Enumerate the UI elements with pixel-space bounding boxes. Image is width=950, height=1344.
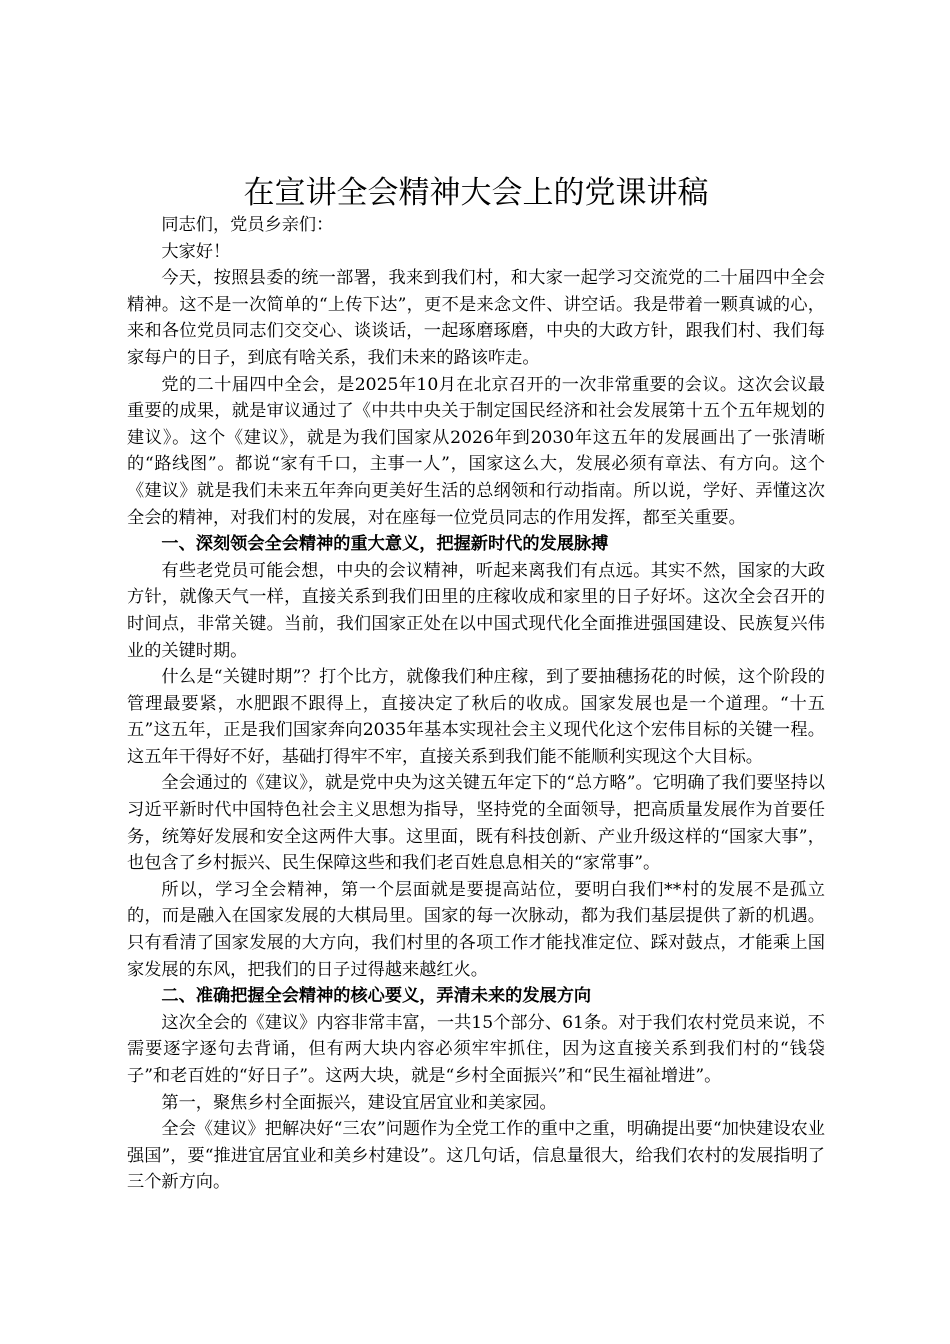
- section-2-heading: 二、准确把握全会精神的核心要义，弄清未来的发展方向: [161, 986, 592, 1007]
- section-1-paragraph-3: 全会通过的《建议》，就是党中央为这关键五年定下的“总方略”。它明确了我们要坚持以习近平新时代中国特色社会主义思想为指导，坚持党的全面领导，把高质量发展作为首要任务，统筹好发展和安全这两件大事。这里面，既有科技创新、产业升级这样的“国家大事”，也包含了乡村振兴、民生保障这些和我们老百姓息息相关的“家常事”。: [127, 773, 825, 874]
- intro-paragraph-1: 今天，按照县委的统一部署，我来到我们村，和大家一起学习交流党的二十届四中全会精神。这不是一次简单的“上传下达”，更不是来念文件、讲空话。我是带着一颗真诚的心，来和各位党员同志们交交心、谈谈话，一起琢磨琢磨，中央的大政方针，跟我们村、我们每家每户的日子，到底有啥关系，我们未来的路该咋走。: [127, 268, 825, 368]
- section-1-paragraph-1: 有些老党员可能会想，中央的会议精神，听起来离我们有点远。其实不然，国家的大政方针，就像天气一样，直接关系到我们田里的庄稼收成和家里的日子好坏。这次全会召开的时间点，非常关键。当前，我们国家正处在以中国式现代化全面推进强国建设、民族复兴伟业的关键时期。: [127, 560, 825, 661]
- section-2-paragraph-3: 全会《建议》把解决好“三农”问题作为全党工作的重中之重，明确提出要“加快建设农业强国”，要“推进宜居宜业和美乡村建设”。这几句话，信息量很大，给我们农村的发展指明了三个新方向。: [127, 1119, 825, 1193]
- salutation: 同志们，党员乡亲们：: [161, 215, 334, 235]
- section-2-paragraph-1: 这次全会的《建议》内容非常丰富，一共15个部分、61条。对于我们农村党员来说，不需要逐字逐句去背诵，但有两大块内容必须牢牢抓住，因为这直接关系到我们村的“钱袋子”和老百姓的“好日子”。这两大块，就是“乡村全面振兴”和“民生福祉增进”。: [127, 1012, 825, 1086]
- section-1-paragraph-4: 所以，学习全会精神，第一个层面就是要提高站位，要明白我们**村的发展不是孤立的，而是融入在国家发展的大棋局里。国家的每一次脉动，都为我们基层提供了新的机遇。只有看清了国家发展的大方向，我们村里的各项工作才能找准定位、踩对鼓点，才能乘上国家发展的东风，把我们的日子过得越来越红火。: [127, 879, 825, 980]
- greeting: 大家好！: [161, 241, 231, 262]
- document-body: [127, 170, 825, 1196]
- section-2-paragraph-2: 第一，聚焦乡村全面振兴，建设宜居宜业和美家园。: [161, 1092, 557, 1113]
- section-1-heading: 一、深刻领会全会精神的重大意义，把握新时代的发展脉搏: [161, 534, 609, 555]
- intro-paragraph-2: 党的二十届四中全会，是2025年10月在北京召开的一次非常重要的会议。这次会议最重要的成果，就是审议通过了《中共中央关于制定国民经济和社会发展第十五个五年规划的建议》。这个《建议》，就是为我们国家从2026年到2030年这五年的发展画出了一张清晰的“路线图”。都说“家有千口，主事一人”，国家这么大，发展必须有章法、有方向。这个《建议》就是我们未来五年奔向更美好生活的总纲领和行动指南。所以说，学好、弄懂这次全会的精神，对我们村的发展，对在座每一位党员同志的作用发挥，都至关重要。: [127, 374, 825, 528]
- document-title: 在宣讲全会精神大会上的党课讲稿: [243, 175, 709, 211]
- section-1-paragraph-2: 什么是“关键时期”？打个比方，就像我们种庄稼，到了要抽穗扬花的时候，这个阶段的管理最要紧，水肥跟不跟得上，直接决定了秋后的收成。国家发展也是一个道理。“十五五”这五年，正是我们国家奔向2035年基本实现社会主义现代化这个宏伟目标的关键一程。这五年干得好不好，基础打得牢不牢，直接关系到我们能不能顺利实现这个大目标。: [127, 667, 825, 767]
